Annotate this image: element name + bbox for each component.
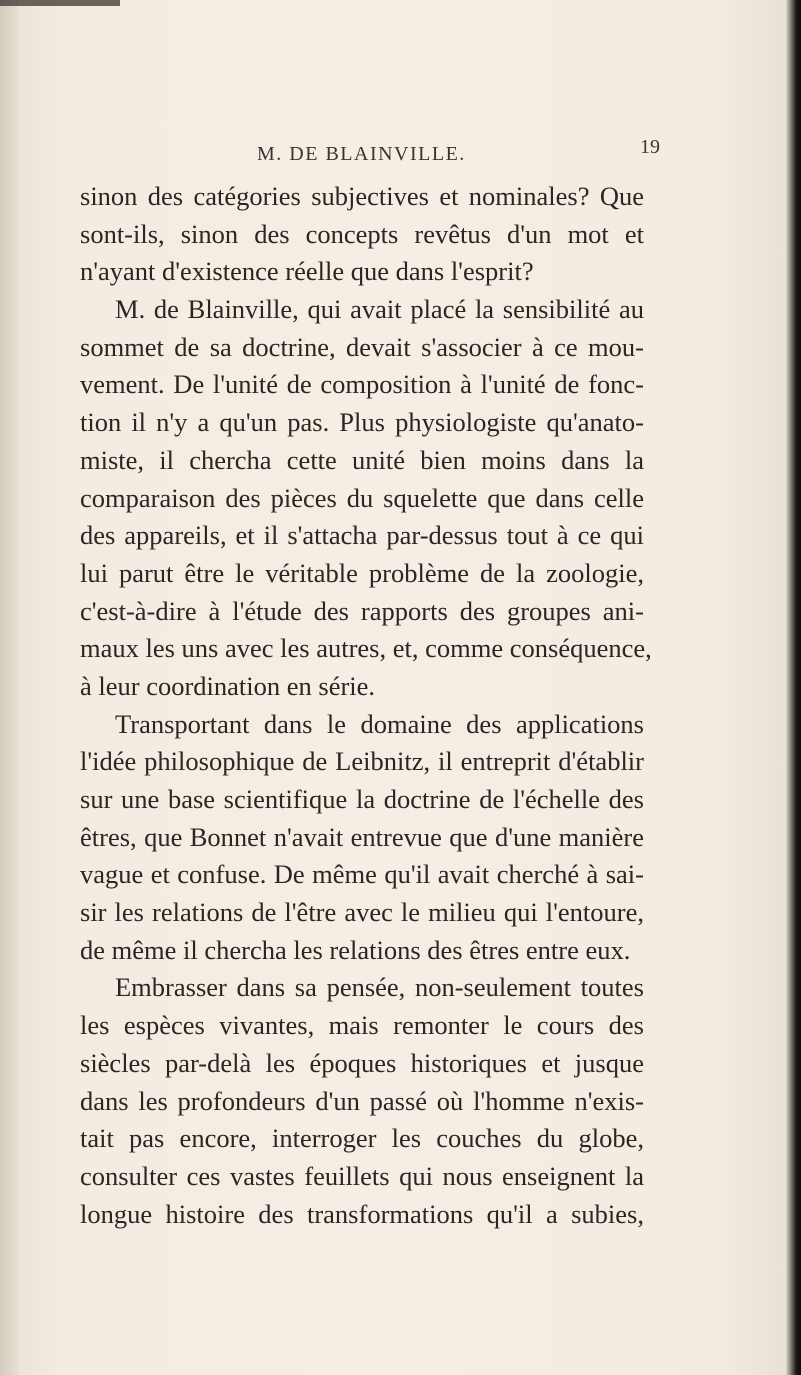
text-line: êtres, que Bonnet n'avait entrevue que d'une manière	[80, 821, 644, 852]
text-line: vement. De l'unité de composition à l'unité de fonc-	[80, 369, 644, 400]
text-line: sommet de sa doctrine, devait s'associer à ce mou-	[80, 331, 644, 362]
text-line: sir les relations de l'être avec le milieu qui l'entoure,	[80, 897, 644, 928]
page-edge-shadow	[785, 0, 801, 1375]
text-line: sinon des catégories subjectives et nominales? Que	[80, 181, 644, 211]
text-line: de même il chercha les relations des êtres entre eux.	[80, 934, 631, 965]
text-line: comparaison des pièces du squelette que dans celle	[80, 482, 644, 513]
text-line: Embrasser dans sa pensée, non-seulement toutes	[115, 972, 644, 1003]
text-line: maux les uns avec les autres, et, comme conséquence,	[80, 633, 652, 664]
text-line: tion il n'y a qu'un pas. Plus physiologiste qu'anato-	[80, 407, 644, 438]
text-line: n'ayant d'existence réelle que dans l'esprit?	[80, 256, 534, 287]
text-line: dans les profondeurs d'un passé où l'homme n'exis-	[80, 1085, 644, 1116]
text-line: consulter ces vastes feuillets qui nous enseignent la	[80, 1160, 644, 1191]
text-line: tait pas encore, interroger les couches du globe,	[80, 1123, 644, 1154]
text-line: lui parut être le véritable problème de la zoologie,	[80, 557, 644, 588]
text-line: vague et confuse. De même qu'il avait cherché à sai-	[80, 859, 644, 890]
text-line: des appareils, et il s'attacha par-dessus tout à ce qui	[80, 520, 644, 551]
text-line: M. de Blainville, qui avait placé la sensibilité au	[115, 294, 644, 325]
running-title: M. DE BLAINVILLE.	[257, 143, 466, 165]
text-line: Transportant dans le domaine des applications	[115, 708, 644, 739]
text-line: sur une base scientifique la doctrine de l'échelle des	[80, 784, 644, 814]
text-line: c'est-à-dire à l'étude des rapports des groupes ani-	[80, 595, 644, 626]
text-line: miste, il chercha cette unité bien moins dans la	[80, 444, 644, 475]
page-number: 19	[640, 136, 660, 158]
scan-border	[0, 0, 120, 6]
text-line: les espèces vivantes, mais remonter le cours des	[80, 1010, 644, 1041]
running-header	[0, 128, 801, 168]
page-gutter-shadow	[0, 0, 18, 1375]
text-line: à leur coordination en série.	[80, 670, 376, 701]
text-line: l'idée philosophique de Leibnitz, il entreprit d'établir	[80, 746, 644, 777]
text-line: sont-ils, sinon des concepts revêtus d'un mot et	[80, 218, 644, 249]
text-line: siècles par-delà les époques historiques et jusque	[80, 1047, 644, 1078]
body-text	[80, 178, 652, 1233]
text-line: longue histoire des transformations qu'il a subies,	[80, 1198, 644, 1229]
